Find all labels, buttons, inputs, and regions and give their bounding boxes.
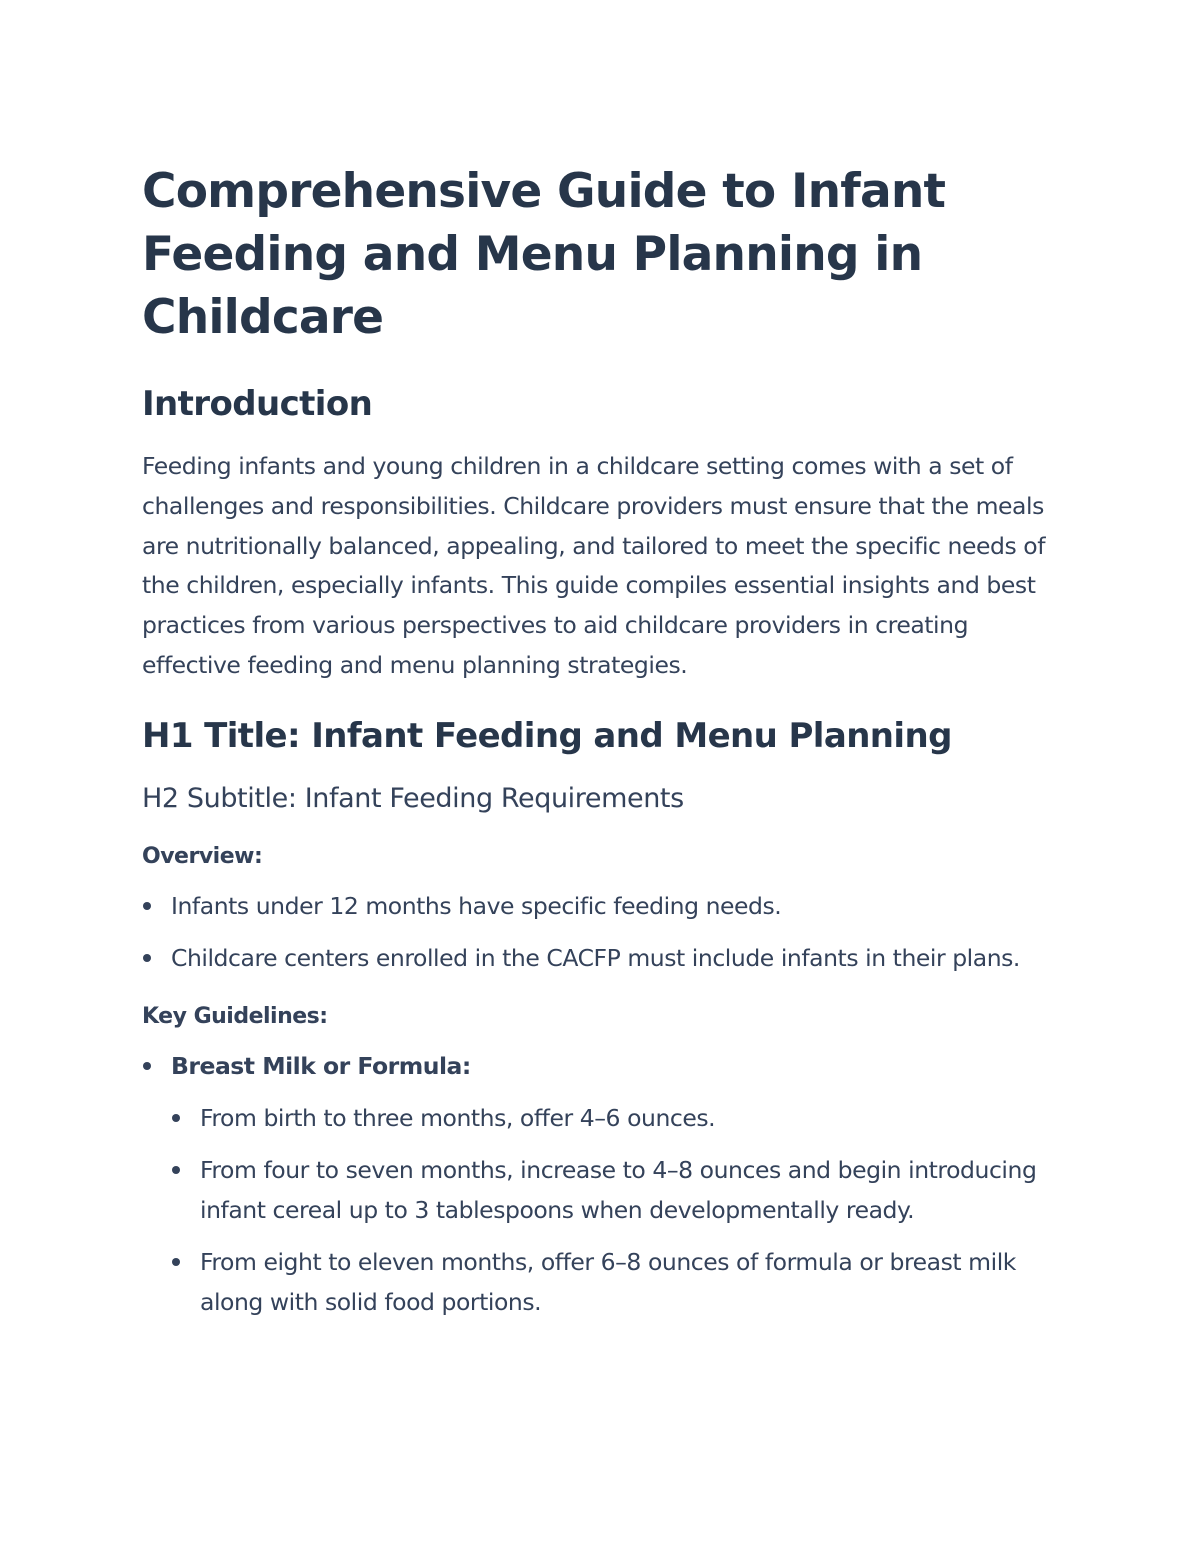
sub-list [171,1098,1062,1322]
list-item-label: Breast Milk or Formula: [171,1051,471,1080]
sub-list-item-text: From birth to three months, offer 4–6 ounces. [200,1103,716,1132]
bullet-icon [143,902,151,910]
document-page [142,160,1062,1322]
list-item-text: Childcare centers enrolled in the CACFP must include infants in their plans. [171,943,1020,972]
list-item-text: Infants under 12 months have specific feeding needs. [171,891,782,920]
bullet-icon [143,954,151,962]
bullet-icon [172,1166,180,1174]
key-guidelines-list [142,1046,1062,1322]
introduction-paragraph: Feeding infants and young children in a childcare setting comes with a set of challenges and responsibilities. Childcare providers must ensure that the meals are nutritionally balanced, appealing, and tailored to meet the specific needs of the children, especially infants. This guide compiles essential insights and best practices from various perspectives to aid childcare providers in creating effective feeding and menu planning strategies. [142,452,1046,679]
sub-list-item-text: From eight to eleven months, offer 6–8 ounces of formula or breast milk along with solid food portions. [200,1247,1016,1316]
sub-list-item-text: From four to seven months, increase to 4–8 ounces and begin introducing infant cereal up to 3 tablespoons when developmentally ready. [200,1155,1037,1224]
sub-list-item [171,1098,1062,1138]
introduction-heading: Introduction [142,384,373,424]
sub-list-item [171,1150,1062,1230]
h1-title-heading: H1 Title: Infant Feeding and Menu Planning [142,715,952,756]
overview-list [142,886,1062,978]
bullet-icon [172,1114,180,1122]
list-item [142,886,1062,926]
bullet-icon [172,1258,180,1266]
list-item [142,1046,1062,1322]
overview-label: Overview: [142,843,263,869]
list-item [142,938,1062,978]
h2-subtitle-heading: H2 Subtitle: Infant Feeding Requirements [142,782,684,814]
bullet-icon [143,1062,151,1070]
sub-list-item [171,1242,1062,1322]
key-guidelines-label: Key Guidelines: [142,1003,328,1029]
document-title: Comprehensive Guide to Infant Feeding and Menu Planning in Childcare [142,164,946,345]
